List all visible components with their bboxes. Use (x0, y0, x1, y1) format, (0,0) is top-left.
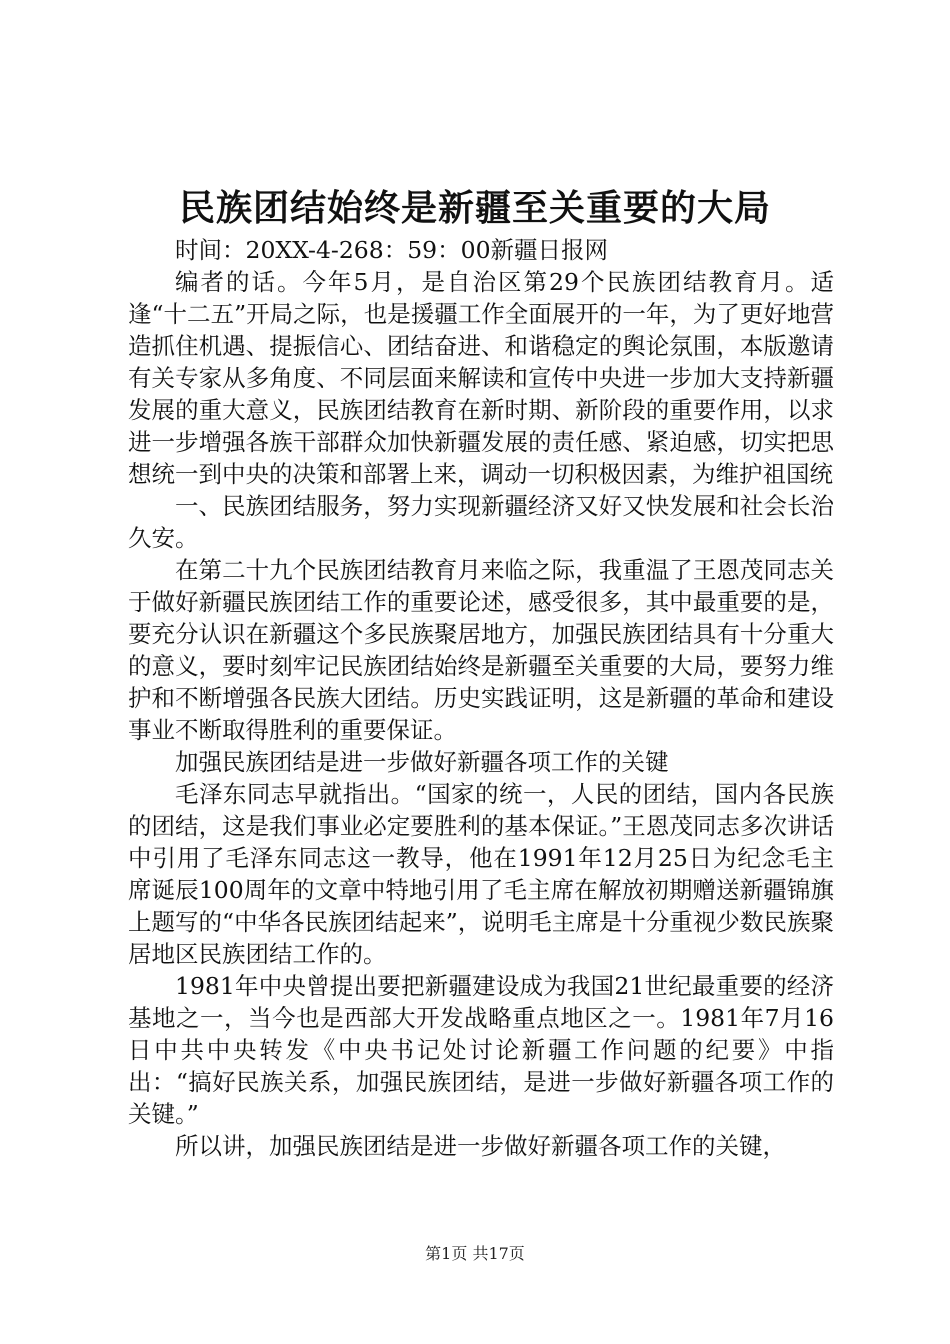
body-paragraph: 毛泽东同志早就指出。“国家的统一，人民的团结，国内各民族的团结，这是我们事业必定要胜利的基本保证。”王恩茂同志多次讲话中引用了毛泽东同志这一教导，他在1991年12月25日为纪念毛主席诞辰100周年的文章中特地引用了毛主席在解放初期赠送新疆锦旗上题写的“中华各民族团结起来”，说明毛主席是十分重视少数民族聚居地区民族团结工作的。 (128, 780, 834, 968)
body-paragraph: 1981年中央曾提出要把新疆建设成为我国21世纪最重要的经济基地之一，当今也是西部大开发战略重点地区之一。1981年7月16日中共中央转发《中央书记处讨论新疆工作问题的纪要》中指出：“搞好民族关系，加强民族团结，是进一步做好新疆各项工作的关键。” (128, 972, 834, 1128)
editor-note-paragraph: 编者的话。今年5月，是自治区第29个民族团结教育月。适逢“十二五”开局之际，也是援疆工作全面展开的一年，为了更好地营造抓住机遇、提振信心、团结奋进、和谐稳定的舆论氛围，本版邀请有关专家从多角度、不同层面来解读和宣传中央进一步加大支持新疆发展的重大意义，民族团结教育在新时期、新阶段的重要作用，以求进一步增强各族干部群众加快新疆发展的责任感、紧迫感，切实把思想统一到中央的决策和部署上来，调动一切积极因素，为维护祖国统 (128, 268, 834, 488)
body-paragraph: 所以讲，加强民族团结是进一步做好新疆各项工作的关键， (175, 1132, 786, 1160)
publication-info: 时间：20XX-4-268：59：00新疆日报网 (175, 236, 609, 264)
document-body (128, 234, 834, 1162)
page-number-footer: 第1页 共17页 (425, 1244, 525, 1263)
subheading: 加强民族团结是进一步做好新疆各项工作的关键 (175, 748, 669, 776)
body-paragraph: 在第二十九个民族团结教育月来临之际，我重温了王恩茂同志关于做好新疆民族团结工作的重要论述，感受很多，其中最重要的是，要充分认识在新疆这个多民族聚居地方，加强民族团结具有十分重大的意义，要时刻牢记民族团结始终是新疆至关重要的大局，要努力维护和不断增强各民族大团结。历史实践证明，这是新疆的革命和建设事业不断取得胜利的重要保证。 (128, 556, 834, 744)
document-title: 民族团结始终是新疆至关重要的大局 (178, 187, 771, 229)
section-heading-1: 一、民族团结服务，努力实现新疆经济又好又快发展和社会长治久安。 (128, 492, 834, 552)
